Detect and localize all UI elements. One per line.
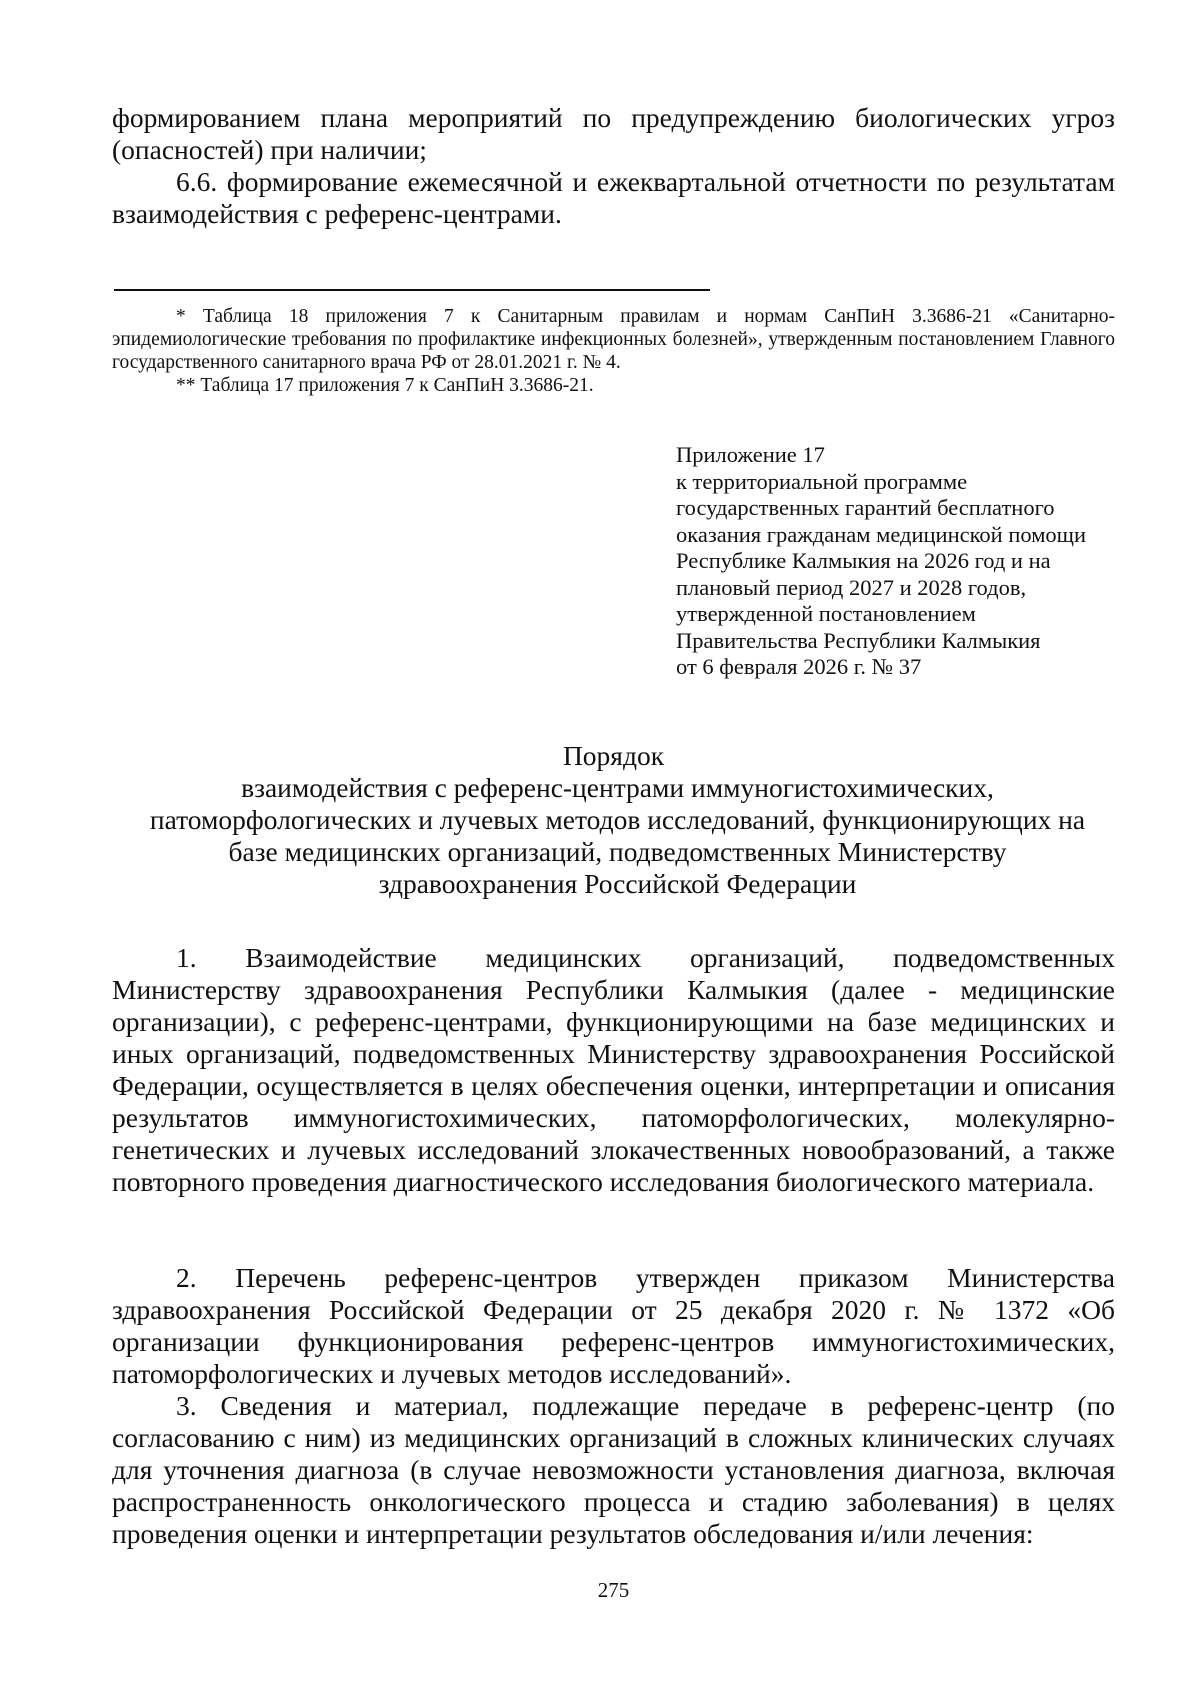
- footnote-1: * Таблица 18 приложения 7 к Санитарным правилам и нормам СанПиН 3.3686-21 «Санитарно-эпидемиологические требования по профилактике инфекционных болезней», утвержденным постановлением Главного государственного санитарного врача РФ от 28.01.2021 г. № 4.: [112, 306, 1115, 373]
- footnote-2: ** Таблица 17 приложения 7 к СанПиН 3.3686-21.: [176, 375, 594, 396]
- paragraph-2: 2. Перечень референс-центров утвержден приказом Министерства здравоохранения Российской Федерации от 25 декабря 2020 г. № 1372 «Об организации функционирования референс-центров иммуногистохимических, патоморфологических и лучевых методов исследований».: [112, 1262, 1115, 1389]
- appendix-line: Приложение 17: [676, 442, 825, 467]
- document-heading: Порядок: [562, 740, 665, 771]
- item-6-6-paragraph: 6.6. формирование ежемесячной и ежеквартальной отчетности по результатам взаимодействия с референс-центрами.: [112, 166, 1115, 229]
- appendix-line: Республике Калмыкия на 2026 год и на: [676, 548, 1051, 573]
- page-number: 275: [597, 1578, 630, 1602]
- appendix-line: оказания гражданам медицинской помощи: [676, 521, 1087, 547]
- appendix-line: утвержденной постановлением: [676, 601, 976, 626]
- continuation-paragraph: формированием плана мероприятий по предупреждению биологических угроз (опасностей) при наличии;: [112, 102, 1115, 165]
- appendix-line: к территориальной программе: [676, 468, 968, 494]
- appendix-approval-block: [676, 442, 1116, 681]
- paragraph-3: 3. Сведения и материал, подлежащие передаче в референс-центр (по согласованию с ним) из медицинских организаций в сложных клинических случаях для уточнения диагноза (в случае невозможности установления диагноза, включая распространенность онкологического процесса и стадию заболевания) в целях проведения оценки и интерпретации результатов обследования и/или лечения:: [112, 1390, 1115, 1549]
- paragraph-1: 1. Взаимодействие медицинских организаций, подведомственных Министерству здравоохранения Республики Калмыкия (далее - медицинские организации), с референс-центрами, функционирующими на базе медицинских и иных организаций, подведомственных Министерству здравоохранения Российской Федерации, осуществляется в целях обеспечения оценки, интерпретации и описания результатов иммуногистохимических, патоморфологических, молекулярно-генетических и лучевых исследований злокачественных новообразований, а также повторного проведения диагностического исследования биологического материала.: [112, 942, 1115, 1197]
- document-subtitle: взаимодействия с референс-центрами иммуногистохимических, патоморфологических и лучевых методов исследований, функционирующих на базе медицинских организаций, подведомственных Министерству здравоохранения Российской Федерации: [149, 772, 1086, 899]
- appendix-line: Правительства Республики Калмыкия: [676, 627, 1041, 653]
- appendix-line: от 6 февраля 2026 г. № 37: [676, 654, 922, 679]
- appendix-line: государственных гарантий бесплатного: [676, 495, 1055, 520]
- footnote-divider: [114, 289, 710, 291]
- appendix-line: плановый период 2027 и 2028 годов,: [676, 574, 1027, 600]
